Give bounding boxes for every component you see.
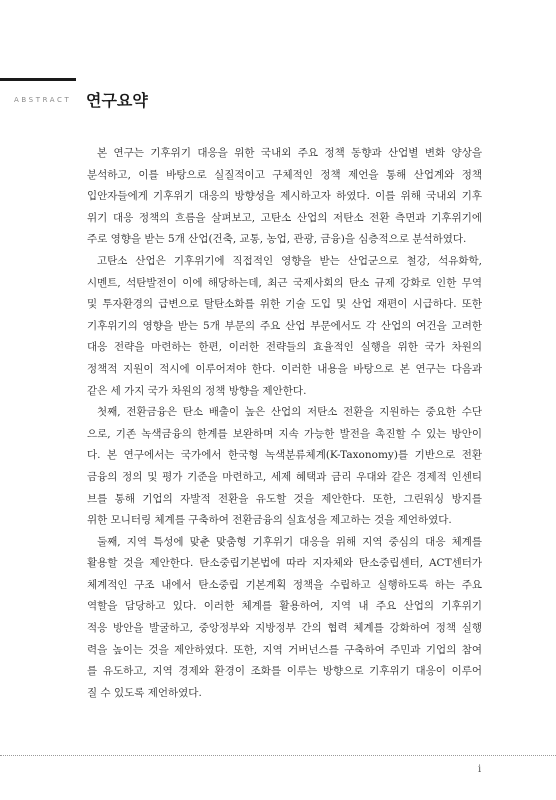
text-line: 위기 대응 정책의 흐름을 살펴보고, 고탄소 산업의 저탄소 전환 측면과 기후위기에	[87, 211, 482, 224]
text-line: 브를 통해 기업의 자발적 전환을 유도할 것을 제안한다. 또한, 그린워싱 방지를	[87, 492, 482, 505]
text-line: 고탄소 산업은 기후위기에 직접적인 영향을 받는 산업군으로 철강, 석유화학,	[97, 254, 482, 267]
top-rule	[0, 78, 76, 81]
text-line: 적응 방안을 발굴하고, 중앙정부와 지방정부 간의 협력 체계를 강화하여 정책 실행	[87, 622, 482, 635]
text-line: 력을 높이는 것을 제안하였다. 또한, 지역 거버넌스를 구축하여 주민과 기업의 참여	[87, 643, 482, 656]
text-line: 분석하고, 이를 바탕으로 실질적이고 구체적인 정책 제언을 통해 산업계와 정책	[87, 168, 482, 181]
abstract-body	[87, 143, 482, 704]
text-line: 및 투자환경의 급변으로 탈탄소화를 위한 기술 도입 및 산업 재편이 시급하다. 또한	[87, 298, 482, 311]
text-line: 둘째, 지역 특성에 맞춘 맞춤형 기후위기 대응을 위해 지역 중심의 대응 체계를	[97, 535, 482, 548]
text-line: 기후위기의 영향을 받는 5개 부문의 주요 산업 부문에서도 각 산업의 여건을 고려한	[87, 319, 482, 332]
text-line: 활용할 것을 제안한다. 탄소중립기본법에 따라 지자체와 탄소중립센터, ACT센터가	[87, 557, 482, 570]
section-title: 연구요약	[86, 91, 148, 110]
paragraph	[87, 251, 482, 402]
text-line: 정책적 지원이 적시에 이루어져야 한다. 이러한 내용을 바탕으로 본 연구는 다음과	[87, 362, 482, 375]
text-line: 으로, 기존 녹색금융의 한계를 보완하며 지속 가능한 발전을 촉진할 수 있는 방안이	[87, 427, 482, 440]
footer-divider	[0, 755, 556, 756]
text-line: 금융의 정의 및 평가 기준을 마련하고, 세제 혜택과 금리 우대와 같은 경제적 인센티	[87, 470, 482, 483]
text-line: 주로 영향을 받는 5개 산업(건축, 교통, 농업, 관광, 금융)을 심층적으로 분석하였다.	[87, 233, 467, 246]
paragraph	[87, 532, 482, 705]
text-line: 본 연구는 기후위기 대응을 위한 국내외 주요 정책 동향과 산업별 변화 양상을	[97, 147, 482, 159]
text-line: 첫째, 전환금융은 탄소 배출이 높은 산업의 저탄소 전환을 지원하는 중요한 수단	[97, 406, 482, 419]
text-line: 시멘트, 석탄발전이 이에 해당하는데, 최근 국제사회의 탄소 규제 강화로 인한 무역	[87, 276, 482, 289]
text-line: 같은 세 가지 국가 차원의 정책 방향을 제안한다.	[87, 384, 307, 397]
text-line: 체계적인 구조 내에서 탄소중립 기본계획 정책을 수립하고 실행하도록 하는 주요	[87, 578, 482, 591]
text-line: 대응 전략을 마련하는 한편, 이러한 전략들의 효율적인 실행을 위한 국가 차원의	[87, 341, 482, 354]
text-line: 를 유도하고, 지역 경제와 환경이 조화를 이루는 방향으로 기후위기 대응이 이루어	[87, 665, 482, 678]
text-line: 입안자들에게 기후위기 대응의 방향성을 제시하고자 하였다. 이를 위해 국내외 기후	[87, 190, 482, 203]
page-number: i	[478, 764, 482, 775]
text-line: 다. 본 연구에서는 국가에서 한국형 녹색분류체계(K-Taxonomy)를 기반으로 전환	[87, 449, 482, 462]
text-line: 역할을 담당하고 있다. 이러한 체계를 활용하여, 지역 내 주요 산업의 기후위기	[87, 600, 482, 613]
paragraph	[87, 402, 482, 532]
text-line: 질 수 있도록 제언하였다.	[87, 686, 202, 699]
text-line: 위한 모니터링 체계를 구축하여 전환금융의 실효성을 제고하는 것을 제언하였다.	[87, 514, 452, 527]
paragraph	[87, 143, 482, 251]
section-label: ABSTRACT	[14, 96, 72, 104]
